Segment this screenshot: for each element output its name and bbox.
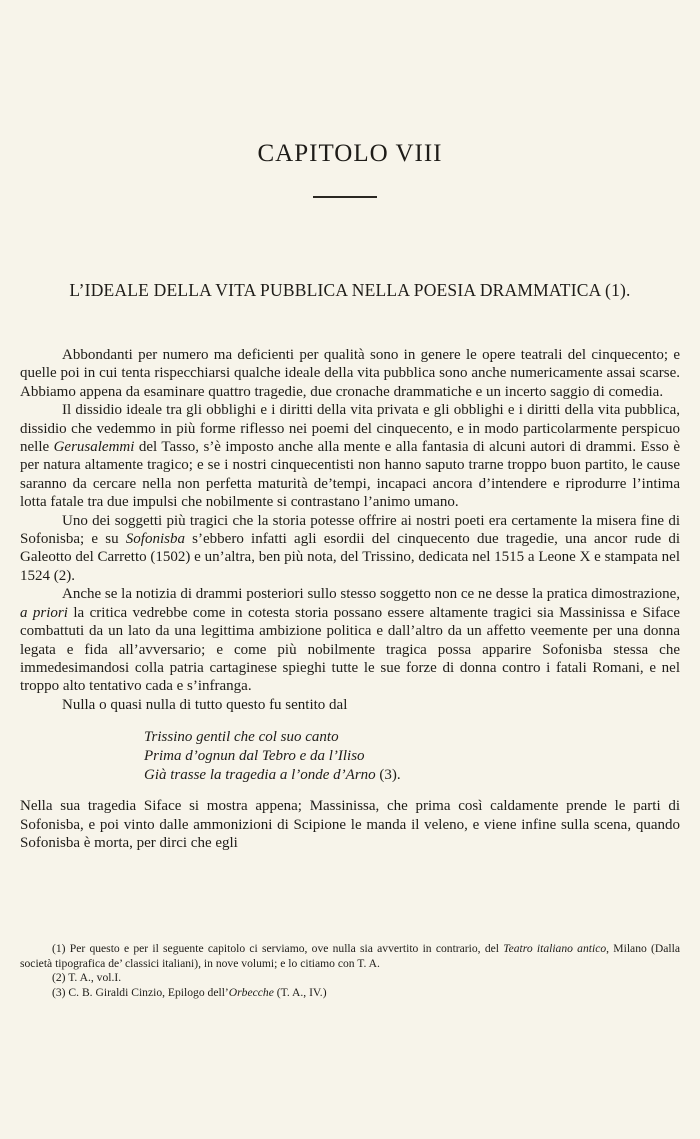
verse-quote: [144, 728, 680, 785]
teatro-title: Teatro italiano antico: [503, 942, 607, 955]
paragraph-1: Abbondanti per numero ma deficienti per qualità sono in genere le opere teatrali del cinquecento; e quelle poi in cui tenta rispecchiarsi qualche ideale della vita pubblica sono anche numericamente assai scarse. Abbiamo appena da esaminare quattro tragedie, due cronache drammatiche e un incerto saggio di comedia.: [20, 347, 680, 400]
heading-rule: [313, 196, 377, 198]
paragraph-6: Nella sua tragedia Siface si mostra appena; Massinissa, che prima così caldamente prende le parti di Sofonisba, e poi vinto dalle ammonizioni di Scipione le manda il veleno, e viene infine sulla scena, quando Sofonisba è morta, per dirci che egli: [20, 798, 680, 851]
orbecche-title: Orbecche: [228, 985, 274, 999]
paragraph-2: Il dissidio ideale tra gli obblighi e i diritti della vita privata e gli obblighi e i diritti della vita pubblica, dissidio che vedemmo in più forme riflesso nei poemi del cinquecento, e in modo particolarmente perspicuo nelle Gerusalemmi del Tasso, s’è imposto anche alla mente e alla fantasia di alcuni autori di drammi. Esso è per natura altamente tragico; e se i nostri cinquecentisti non hanno saputo trarne troppo buon partito, le cause saranno da cercare nella non perfetta maturità de’tempi, incapaci ancora d’intendere e riprodurre l’intima lotta fatale tra due impulsi che nobilmente si contrastano l’animo umano.: [20, 402, 680, 511]
body-text: [20, 346, 680, 852]
footnote-2: (2) T. A., vol.I.: [52, 971, 122, 984]
footnotes: [20, 942, 680, 1000]
verse-line-3: Già trasse la tragedia a l’onde d’Arno (3).: [144, 767, 401, 784]
sofonisba-title: Sofonisba: [125, 531, 185, 548]
footnote-3: (3) C. B. Giraldi Cinzio, Epilogo dell’Orbecche (T. A., IV.): [52, 985, 327, 999]
verse-line-2: Prima d’ognun dal Tebro e da l’Iliso: [144, 748, 365, 765]
verse-line-1: Trissino gentil che col suo canto: [144, 729, 339, 746]
gerusalemmi-title: Gerusalemmi: [53, 439, 135, 456]
a-priori: a priori: [20, 604, 68, 621]
footnote-ref-3: (3).: [375, 767, 401, 784]
footnote-1: (1) Per questo e per il seguente capitolo ci serviamo, ove nulla sia avvertito in contrario, del Teatro italiano antico, Milano (Dalla società tipografica de’ classici italiani), in nove volumi; e lo citiamo con T. A.: [20, 942, 680, 970]
paragraph-5: Nulla o quasi nulla di tutto questo fu sentito dal: [62, 696, 348, 713]
paragraph-4: Anche se la notizia di drammi posteriori sullo stesso soggetto non ce ne desse la pratica dimostrazione, a priori la critica vedrebbe come in cotesta storia possano essere altamente tragici sia Massinissa e Siface combattuti da un lato da una legittima ambizione politica e dall’altro da un affetto veemente per una donna legata e fida all’avversario; e come più nobilmente tragica possa apparire Sofonisba stessa che immedesimandosi colla patria cartaginese spieghi tutte le sue forze di donna contro i fatali Romani, e nel troppo alto tentativo cada e s’infranga.: [20, 586, 680, 695]
chapter-heading: CAPITOLO VIII: [257, 140, 443, 167]
section-title: L’IDEALE DELLA VITA PUBBLICA NELLA POESIA DRAMMATICA (1).: [69, 280, 631, 300]
paragraph-3: Uno dei soggetti più tragici che la storia potesse offrire ai nostri poeti era certamente la misera fine di Sofonisba; e su Sofonisba s’ebbero infatti agli esordii del cinquecento due tragedie, una ancor rude di Galeotto del Carretto (1502) e un’altra, ben più nota, del Trissino, dedicata nel 1515 a Leone X e stampata nel 1524 (2).: [20, 512, 680, 584]
